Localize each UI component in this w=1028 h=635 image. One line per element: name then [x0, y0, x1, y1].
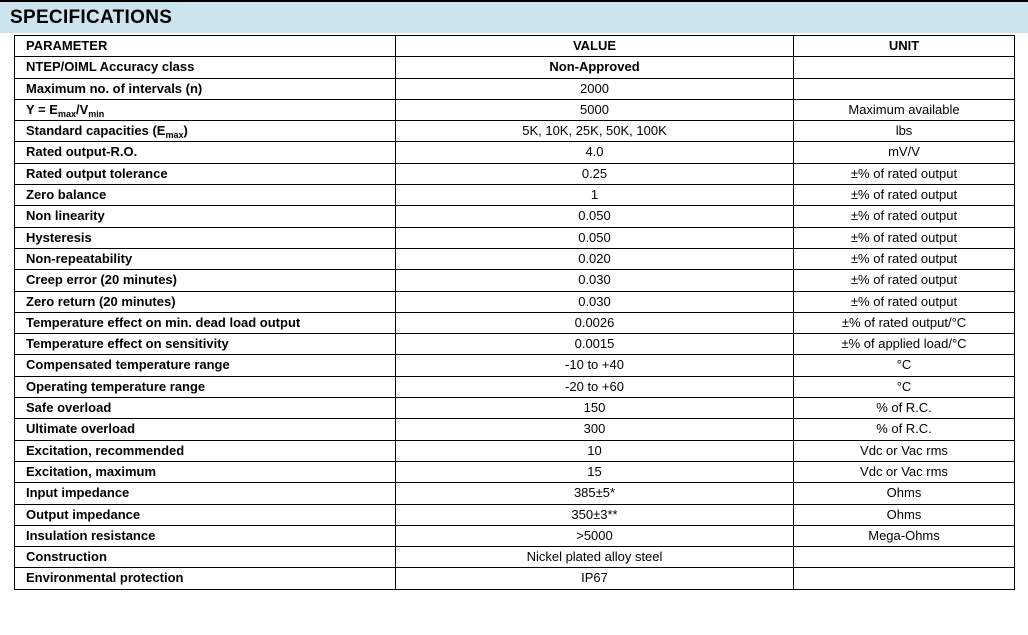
- table-row: [15, 248, 1015, 269]
- column-header-unit: UNIT: [794, 36, 1015, 57]
- param-cell: Insulation resistance: [15, 525, 396, 546]
- unit-cell: mV/V: [794, 142, 1015, 163]
- table-row: [15, 525, 1015, 546]
- table-row: [15, 206, 1015, 227]
- value-cell: 15: [396, 461, 794, 482]
- value-cell: >5000: [396, 525, 794, 546]
- table-row: [15, 547, 1015, 568]
- param-cell: Standard capacities $(E_{max})$: [15, 121, 396, 142]
- value-cell: Nickel plated alloy steel: [396, 547, 794, 568]
- table-row: [15, 355, 1015, 376]
- unit-cell: ±% of applied load/°C: [794, 334, 1015, 355]
- table-row: [15, 270, 1015, 291]
- value-cell: 0.020: [396, 248, 794, 269]
- table-row: [15, 57, 1015, 78]
- table-row: [15, 376, 1015, 397]
- table-row: [15, 78, 1015, 99]
- param-cell: Excitation, recommended: [15, 440, 396, 461]
- value-cell: Non-Approved: [396, 57, 794, 78]
- column-header-parameter: PARAMETER: [15, 36, 396, 57]
- unit-cell: Vdc or Vac rms: [794, 440, 1015, 461]
- value-cell: 0.0026: [396, 312, 794, 333]
- spec-table-body: [15, 57, 1015, 589]
- table-row: [15, 99, 1015, 120]
- unit-cell: Vdc or Vac rms: [794, 461, 1015, 482]
- value-cell: 1: [396, 185, 794, 206]
- table-header: [15, 36, 1015, 57]
- table-row: [15, 461, 1015, 482]
- specifications-table: [14, 35, 1015, 590]
- unit-cell: ±% of rated output: [794, 163, 1015, 184]
- param-cell: Input impedance: [15, 483, 396, 504]
- param-cell: Zero balance: [15, 185, 396, 206]
- table-row: [15, 568, 1015, 589]
- unit-cell: ±% of rated output: [794, 291, 1015, 312]
- param-cell: Creep error (20 minutes): [15, 270, 396, 291]
- param-cell: Temperature effect on sensitivity: [15, 334, 396, 355]
- param-cell: Construction: [15, 547, 396, 568]
- param-cell: $Y = E_{max}/V_{min}$: [15, 99, 396, 120]
- unit-cell: ±% of rated output: [794, 227, 1015, 248]
- param-cell: Output impedance: [15, 504, 396, 525]
- value-cell: 0.050: [396, 227, 794, 248]
- table-row: [15, 398, 1015, 419]
- table-row: [15, 163, 1015, 184]
- unit-cell: [794, 547, 1015, 568]
- param-cell: Rated output tolerance: [15, 163, 396, 184]
- unit-cell: °C: [794, 376, 1015, 397]
- param-cell: Compensated temperature range: [15, 355, 396, 376]
- unit-cell: ±% of rated output: [794, 270, 1015, 291]
- column-header-value: VALUE: [396, 36, 794, 57]
- param-cell: Rated output-R.O.: [15, 142, 396, 163]
- param-cell: Ultimate overload: [15, 419, 396, 440]
- table-row: [15, 142, 1015, 163]
- param-cell: Zero return (20 minutes): [15, 291, 396, 312]
- param-cell: Environmental protection: [15, 568, 396, 589]
- value-cell: 5K, 10K, 25K, 50K, 100K: [396, 121, 794, 142]
- param-cell: NTEP/OIML Accuracy class: [15, 57, 396, 78]
- value-cell: IP67: [396, 568, 794, 589]
- table-row: [15, 483, 1015, 504]
- table-row: [15, 121, 1015, 142]
- param-cell: Excitation, maximum: [15, 461, 396, 482]
- param-cell: Hysteresis: [15, 227, 396, 248]
- unit-cell: Maximum available: [794, 99, 1015, 120]
- unit-cell: Ohms: [794, 504, 1015, 525]
- table-row: [15, 312, 1015, 333]
- param-cell: Maximum no. of intervals (n): [15, 78, 396, 99]
- unit-cell: ±% of rated output: [794, 185, 1015, 206]
- param-cell: Temperature effect on min. dead load output: [15, 312, 396, 333]
- value-cell: 0.030: [396, 291, 794, 312]
- value-cell: 150: [396, 398, 794, 419]
- value-cell: 5000: [396, 99, 794, 120]
- unit-cell: Mega-Ohms: [794, 525, 1015, 546]
- unit-cell: °C: [794, 355, 1015, 376]
- page-title: SPECIFICATIONS: [10, 7, 173, 28]
- table-row: [15, 419, 1015, 440]
- value-cell: 10: [396, 440, 794, 461]
- value-cell: 0.050: [396, 206, 794, 227]
- value-cell: 300: [396, 419, 794, 440]
- unit-cell: [794, 78, 1015, 99]
- value-cell: 385±5*: [396, 483, 794, 504]
- unit-cell: [794, 57, 1015, 78]
- unit-cell: % of R.C.: [794, 398, 1015, 419]
- unit-cell: ±% of rated output: [794, 248, 1015, 269]
- unit-cell: Ohms: [794, 483, 1015, 504]
- param-cell: Non linearity: [15, 206, 396, 227]
- value-cell: 0.0015: [396, 334, 794, 355]
- value-cell: 4.0: [396, 142, 794, 163]
- table-row: [15, 334, 1015, 355]
- unit-cell: ±% of rated output: [794, 206, 1015, 227]
- param-cell: Non-repeatability: [15, 248, 396, 269]
- unit-cell: lbs: [794, 121, 1015, 142]
- header-row: [15, 36, 1015, 57]
- value-cell: -20 to +60: [396, 376, 794, 397]
- param-cell: Operating temperature range: [15, 376, 396, 397]
- table-row: [15, 185, 1015, 206]
- value-cell: 0.030: [396, 270, 794, 291]
- unit-cell: [794, 568, 1015, 589]
- param-cell: Safe overload: [15, 398, 396, 419]
- unit-cell: % of R.C.: [794, 419, 1015, 440]
- value-cell: -10 to +40: [396, 355, 794, 376]
- value-cell: 0.25: [396, 163, 794, 184]
- value-cell: 350±3**: [396, 504, 794, 525]
- unit-cell: ±% of rated output/°C: [794, 312, 1015, 333]
- table-row: [15, 504, 1015, 525]
- table-row: [15, 291, 1015, 312]
- table-row: [15, 440, 1015, 461]
- value-cell: 2000: [396, 78, 794, 99]
- table-row: [15, 227, 1015, 248]
